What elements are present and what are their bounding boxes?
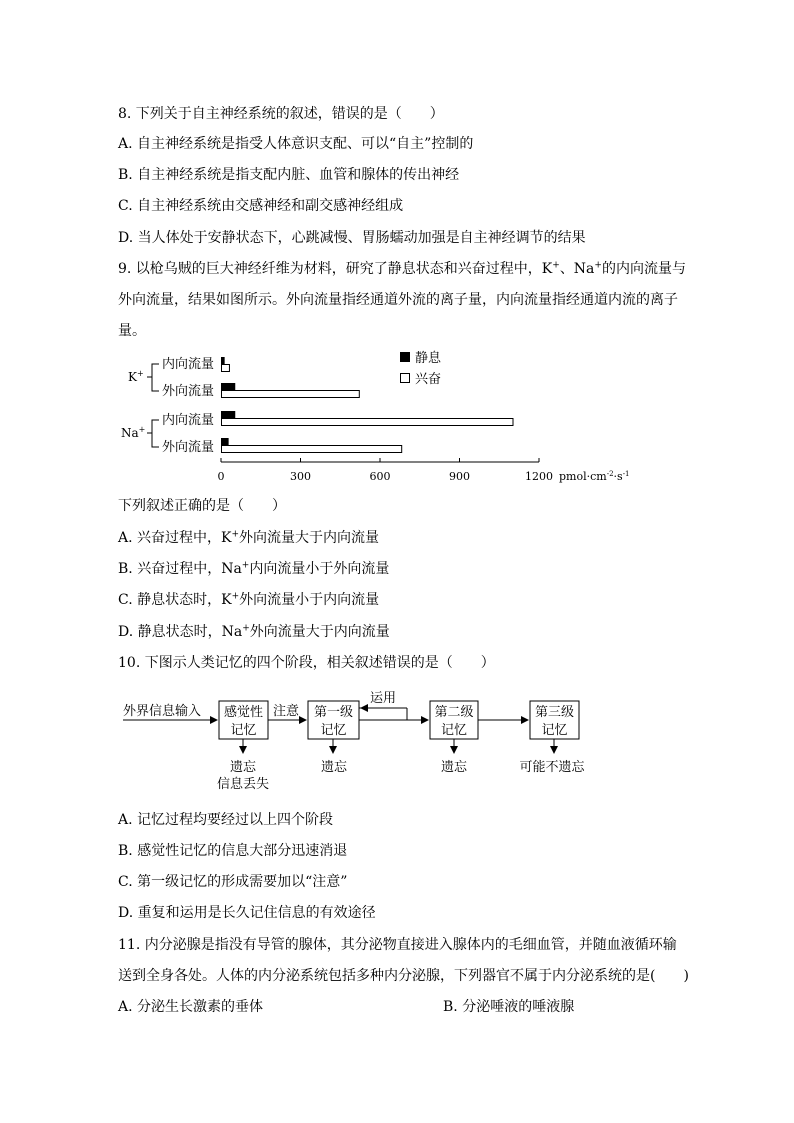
attention-label: 注意 [273, 704, 300, 719]
input-label: 外界信息输入 [123, 704, 202, 719]
x-tick-label-300: 300 [290, 470, 311, 483]
forget-label-1a: 遗忘 [229, 760, 257, 775]
ion-label-na: Na+ [121, 425, 146, 440]
use-loop [359, 708, 407, 720]
bar-rest-2 [222, 412, 235, 419]
tertiary-memory-line1: 第三级 [534, 705, 575, 720]
x-tick-label-1200: 1200 [525, 470, 553, 483]
bar-rest-3 [222, 439, 229, 446]
q10-option-d: D. 重复和运用是长久记住信息的有效途径 [118, 905, 376, 921]
q10-option-c: C. 第一级记忆的形成需要加以“注意” [118, 874, 348, 890]
x-tick-label-0: 0 [217, 470, 225, 483]
use-label: 运用 [370, 691, 397, 706]
q9-option-a: A. 兴奋过程中，K+外向流量大于内向流量 [118, 529, 380, 546]
bracket-k [147, 364, 159, 391]
q9-option-b: B. 兴奋过程中，Na+内向流量小于外向流量 [118, 560, 390, 577]
q11-option-b: B. 分泌唾液的唾液腺 [443, 999, 575, 1015]
legend-excite-label: 兴奋 [415, 372, 442, 387]
cat-label-na-out: 外向流量 [162, 440, 215, 455]
q10-option-a: A. 记忆过程均要经过以上四个阶段 [118, 812, 334, 828]
q8-option-a: A. 自主神经系统是指受人体意识支配、可以“自主”控制的 [118, 136, 474, 152]
sensory-memory-line2: 记忆 [230, 723, 257, 738]
q9-stem-line3: 量。 [118, 323, 146, 339]
q11-option-a: A. 分泌生长激素的垂体 [118, 999, 264, 1015]
q10-stem: 10. 下图示人类记忆的四个阶段，相关叙述错误的是（ ） [118, 655, 495, 671]
secondary-memory-line1: 第二级 [434, 705, 474, 720]
secondary-memory-line2: 记忆 [440, 723, 468, 738]
q8-option-b: B. 自主神经系统是指支配内脏、血管和腺体的传出神经 [118, 167, 460, 183]
primary-memory-line1: 第一级 [313, 705, 354, 720]
legend-excite-swatch [401, 374, 410, 383]
forget-label-1b: 信息丢失 [216, 777, 270, 792]
q9-stem-line2: 外向流量，结果如图所示。外向流量指经通道外流的离子量，内向流量指经通道内流的离子 [118, 292, 678, 308]
sensory-memory-line1: 感觉性 [223, 705, 264, 720]
q8-option-c: C. 自主神经系统由交感神经和副交感神经组成 [118, 198, 404, 214]
q11-stem-line1: 11. 内分泌腺是指没有导管的腺体，其分泌物直接进入腺体内的毛细血管，并随血液循环输 [118, 937, 677, 953]
forget-label-3: 遗忘 [440, 760, 468, 775]
flux-bar-chart [0, 0, 794, 490]
q9-option-c: C. 静息状态时，K+外向流量小于内向流量 [118, 591, 380, 608]
legend-rest-swatch [400, 352, 410, 362]
bar-excite-2 [222, 419, 514, 426]
cat-label-na-in: 内向流量 [162, 413, 215, 428]
cat-label-k-out: 外向流量 [162, 384, 215, 399]
cat-label-k-in: 内向流量 [162, 357, 215, 372]
q8-option-d: D. 当人体处于安静状态下，心跳减慢、胃肠蠕动加强是自主神经调节的结果 [118, 230, 586, 246]
bar-rest-0 [222, 358, 225, 365]
x-tick-label-600: 600 [369, 470, 391, 483]
forget-label-2: 遗忘 [320, 760, 348, 775]
bar-excite-3 [222, 446, 402, 453]
memory-diagram [0, 680, 794, 800]
bar-excite-1 [222, 391, 360, 398]
q9-stem-line1: 9. 以枪乌贼的巨大神经纤维为材料，研究了静息状态和兴奋过程中，K+、Na+的内向流量与 [118, 260, 686, 277]
primary-memory-line2: 记忆 [320, 723, 347, 738]
q8-stem: 8. 下列关于自主神经系统的叙述，错误的是（ ） [118, 106, 444, 122]
bar-rest-1 [222, 384, 235, 391]
ion-label-k: K+ [128, 369, 144, 384]
bar-excite-0 [222, 365, 230, 372]
forget-label-4: 可能不遗忘 [519, 760, 585, 775]
q9-question: 下列叙述正确的是（ ） [118, 498, 286, 514]
q11-stem-line2: 送到全身各处。人体的内分泌系统包括多种内分泌腺，下列器官不属于内分泌系统的是( ) [118, 968, 689, 984]
tertiary-memory-line2: 记忆 [541, 723, 568, 738]
bracket-na [147, 420, 159, 447]
legend-rest-label: 静息 [415, 351, 442, 366]
q10-option-b: B. 感觉性记忆的信息大部分迅速消退 [118, 843, 348, 859]
x-tick-label-900: 900 [449, 470, 470, 483]
q9-option-d: D. 静息状态时，Na+外向流量大于内向流量 [118, 623, 390, 640]
x-axis-unit: $pmol\cdot cm^{-2}\cdot s^{-1}$ [559, 470, 630, 483]
